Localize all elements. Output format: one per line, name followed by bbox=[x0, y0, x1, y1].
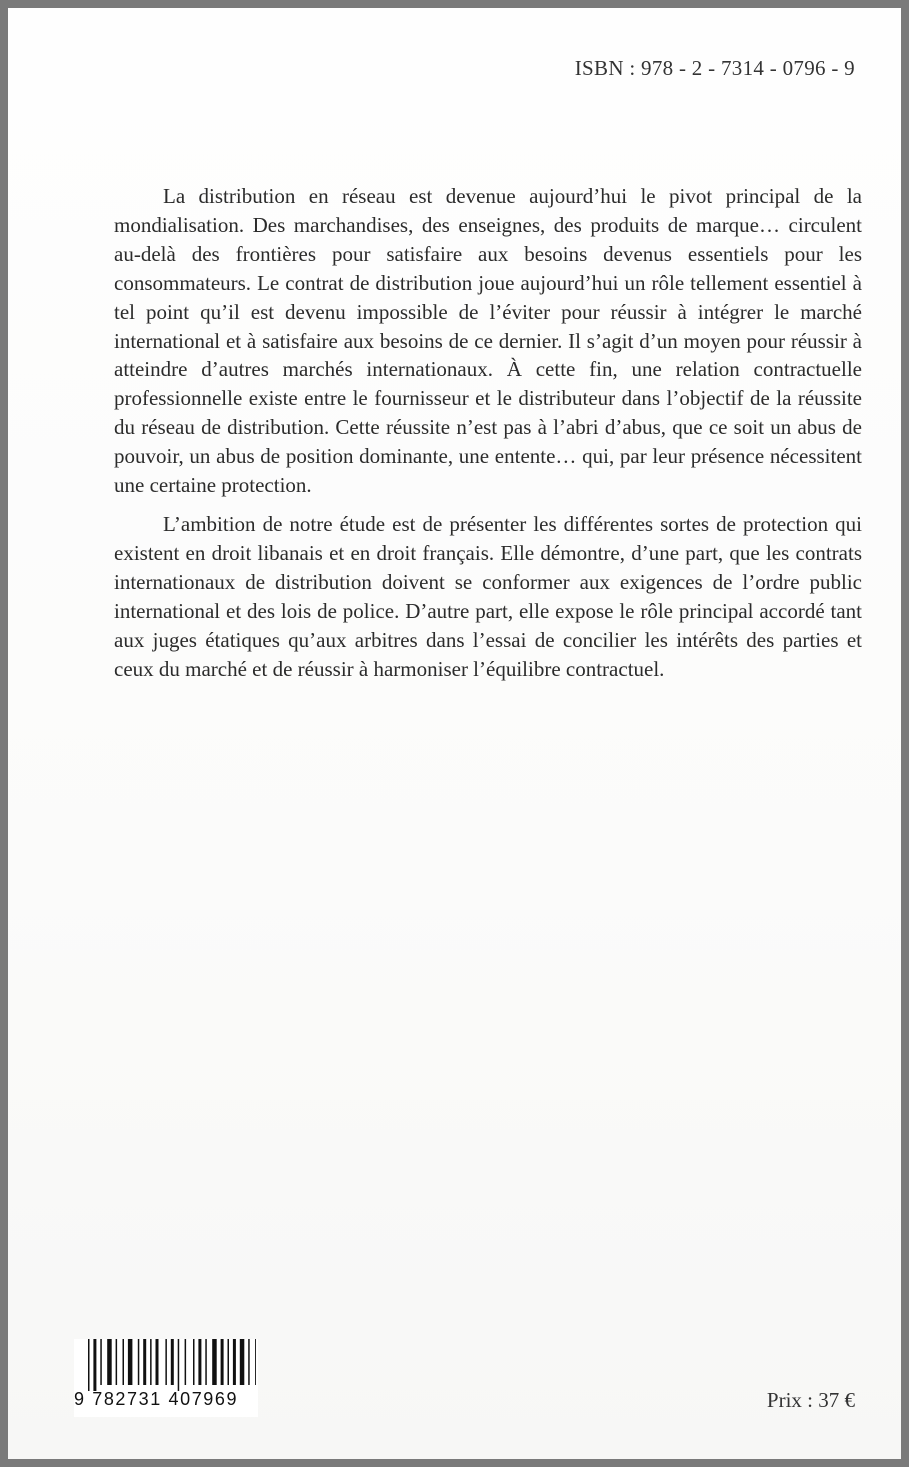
barcode-bars bbox=[88, 1339, 256, 1391]
blurb-paragraph-2: L’ambition de notre étude est de présenter les différentes sortes de protection qui existent en droit libanais et en droit français. Elle démontre, d’une part, que les contrats internationaux de distribution doivent se conformer aux exigences de l’ordre public international et des lois de police. D’autre part, elle expose le rôle principal accordé tant aux juges étatiques qu’aux arbitres dans l’essai de concilier les intérêts des parties et ceux du marché et de réussir à harmoniser l’équilibre contractuel. bbox=[114, 511, 862, 681]
barcode-bar bbox=[205, 1339, 207, 1385]
barcode-bar bbox=[150, 1339, 152, 1385]
barcode-digits: 9 782731 407969 bbox=[74, 1389, 239, 1409]
barcode-bar bbox=[212, 1339, 217, 1385]
barcode-bar bbox=[116, 1339, 118, 1385]
barcode-bar bbox=[193, 1339, 195, 1385]
barcode-bar bbox=[178, 1339, 180, 1391]
barcode-bar bbox=[228, 1339, 230, 1385]
barcode-bar bbox=[128, 1339, 132, 1385]
blurb bbox=[114, 182, 862, 683]
back-cover bbox=[8, 8, 901, 1459]
barcode-bar bbox=[123, 1339, 125, 1385]
barcode-bar bbox=[100, 1339, 102, 1385]
barcode-bar bbox=[255, 1339, 256, 1385]
barcode-bar bbox=[138, 1339, 140, 1385]
barcode-bar bbox=[171, 1339, 174, 1385]
barcode-bar bbox=[248, 1339, 250, 1385]
barcode-bar bbox=[198, 1339, 201, 1385]
barcode bbox=[74, 1339, 258, 1417]
barcode-bar bbox=[107, 1339, 112, 1385]
blurb-paragraph-1: La distribution en réseau est devenue aujourd’hui le pivot principal de la mondialisation. Des marchandises, des enseignes, des produits de marque… circulent au-delà des frontières pour satisfaire aux besoins devenus essentiels pour les consommateurs. Le contrat de distribution joue aujourd’hui un rôle tellement essentiel à tel point qu’il est devenu impossible de l’éviter pour réussir à intégrer le marché international et à satisfaire aux besoins de ce dernier. Il s’agit d’un moyen pour réussir à atteindre d’autres marchés internationaux. À cette fin, une relation contractuelle professionnelle existe entre le fournisseur et le distributeur dans l’objectif de la réussite du réseau de distribution. Cette réussite n’est pas à l’abri d’abus, que ce soit un abus de pouvoir, un abus de position dominante, une entente… qui, par leur présence nécessitent une certaine protection. bbox=[114, 184, 862, 498]
price-label: Prix : 37 € bbox=[766, 1388, 855, 1412]
barcode-bar bbox=[93, 1339, 96, 1391]
barcode-bar bbox=[185, 1339, 187, 1385]
barcode-bar bbox=[233, 1339, 236, 1385]
barcode-bar bbox=[165, 1339, 167, 1385]
isbn-label: ISBN : 978 - 2 - 7314 - 0796 - 9 bbox=[574, 56, 855, 80]
barcode-bar bbox=[143, 1339, 146, 1385]
barcode-bar bbox=[240, 1339, 245, 1385]
barcode-bar bbox=[88, 1339, 90, 1391]
barcode-bar bbox=[156, 1339, 159, 1385]
barcode-bar bbox=[221, 1339, 224, 1385]
